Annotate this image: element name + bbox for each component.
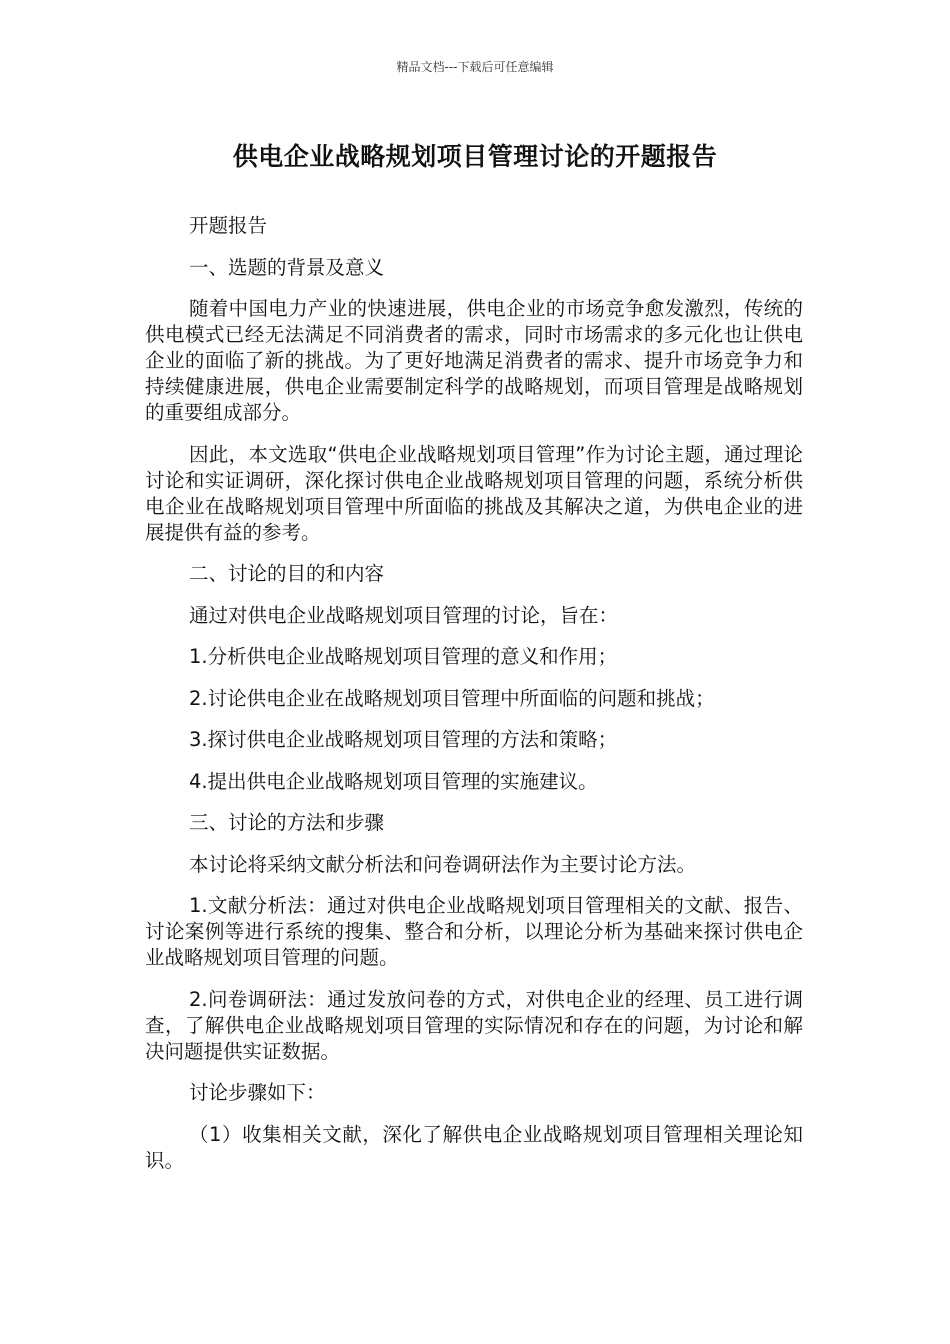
list-item-purpose-2: 2.讨论供电企业在战略规划项目管理中所面临的问题和挑战；: [189, 686, 715, 710]
section-heading-purpose: 二、讨论的目的和内容: [189, 562, 385, 585]
paragraph-topic-selection: 因此，本文选取“供电企业战略规划项目管理”作为讨论主题，通过理论讨论和实证调研，深化探讨供电企业战略规划项目管理的问题，系统分析供电企业在战略规划项目管理中所面临的挑战及其解决之道，为供电企业的进展提供有益的参考。: [145, 442, 803, 544]
document-body: [145, 213, 803, 1189]
list-item-purpose-1: 1.分析供电企业战略规划项目管理的意义和作用；: [189, 645, 618, 668]
list-item-step-1: （1）收集相关文献，深化了解供电企业战略规划项目管理相关理论知识。: [145, 1122, 803, 1172]
paragraph-purpose-intro: 通过对供电企业战略规划项目管理的讨论，旨在：: [189, 603, 619, 627]
document-title: 供电企业战略规划项目管理讨论的开题报告: [232, 142, 718, 171]
header-note: 精品文档---下载后可任意编辑: [396, 60, 554, 74]
section-heading-background: 一、选题的背景及意义: [189, 255, 385, 279]
list-item-method-survey: 2.问卷调研法：通过发放问卷的方式，对供电企业的经理、员工进行调查，了解供电企业战略规划项目管理的实际情况和存在的问题，为讨论和解决问题提供实证数据。: [145, 987, 803, 1063]
list-item-method-literature: 1.文献分析法：通过对供电企业战略规划项目管理相关的文献、报告、讨论案例等进行系统的搜集、整合和分析，以理论分析为基础来探讨供电企业战略规划项目管理的问题。: [145, 894, 803, 969]
list-item-purpose-3: 3.探讨供电企业战略规划项目管理的方法和策略；: [189, 728, 618, 751]
paragraph-methods-intro: 本讨论将采纳文献分析法和问卷调研法作为主要讨论方法。: [189, 852, 697, 876]
heading-proposal: 开题报告: [189, 214, 268, 237]
paragraph-steps-intro: 讨论步骤如下：: [189, 1081, 326, 1104]
paragraph-background: 随着中国电力产业的快速进展，供电企业的市场竞争愈发激烈，传统的供电模式已经无法满足不同消费者的需求，同时市场需求的多元化也让供电企业的面临了新的挑战。为了更好地满足消费者的需求、提升市场竞争力和持续健康进展，供电企业需要制定科学的战略规划，而项目管理是战略规划的重要组成部分。: [145, 297, 803, 424]
section-heading-methods: 三、讨论的方法和步骤: [189, 811, 385, 834]
list-item-purpose-4: 4.提出供电企业战略规划项目管理的实施建议。: [189, 769, 598, 793]
